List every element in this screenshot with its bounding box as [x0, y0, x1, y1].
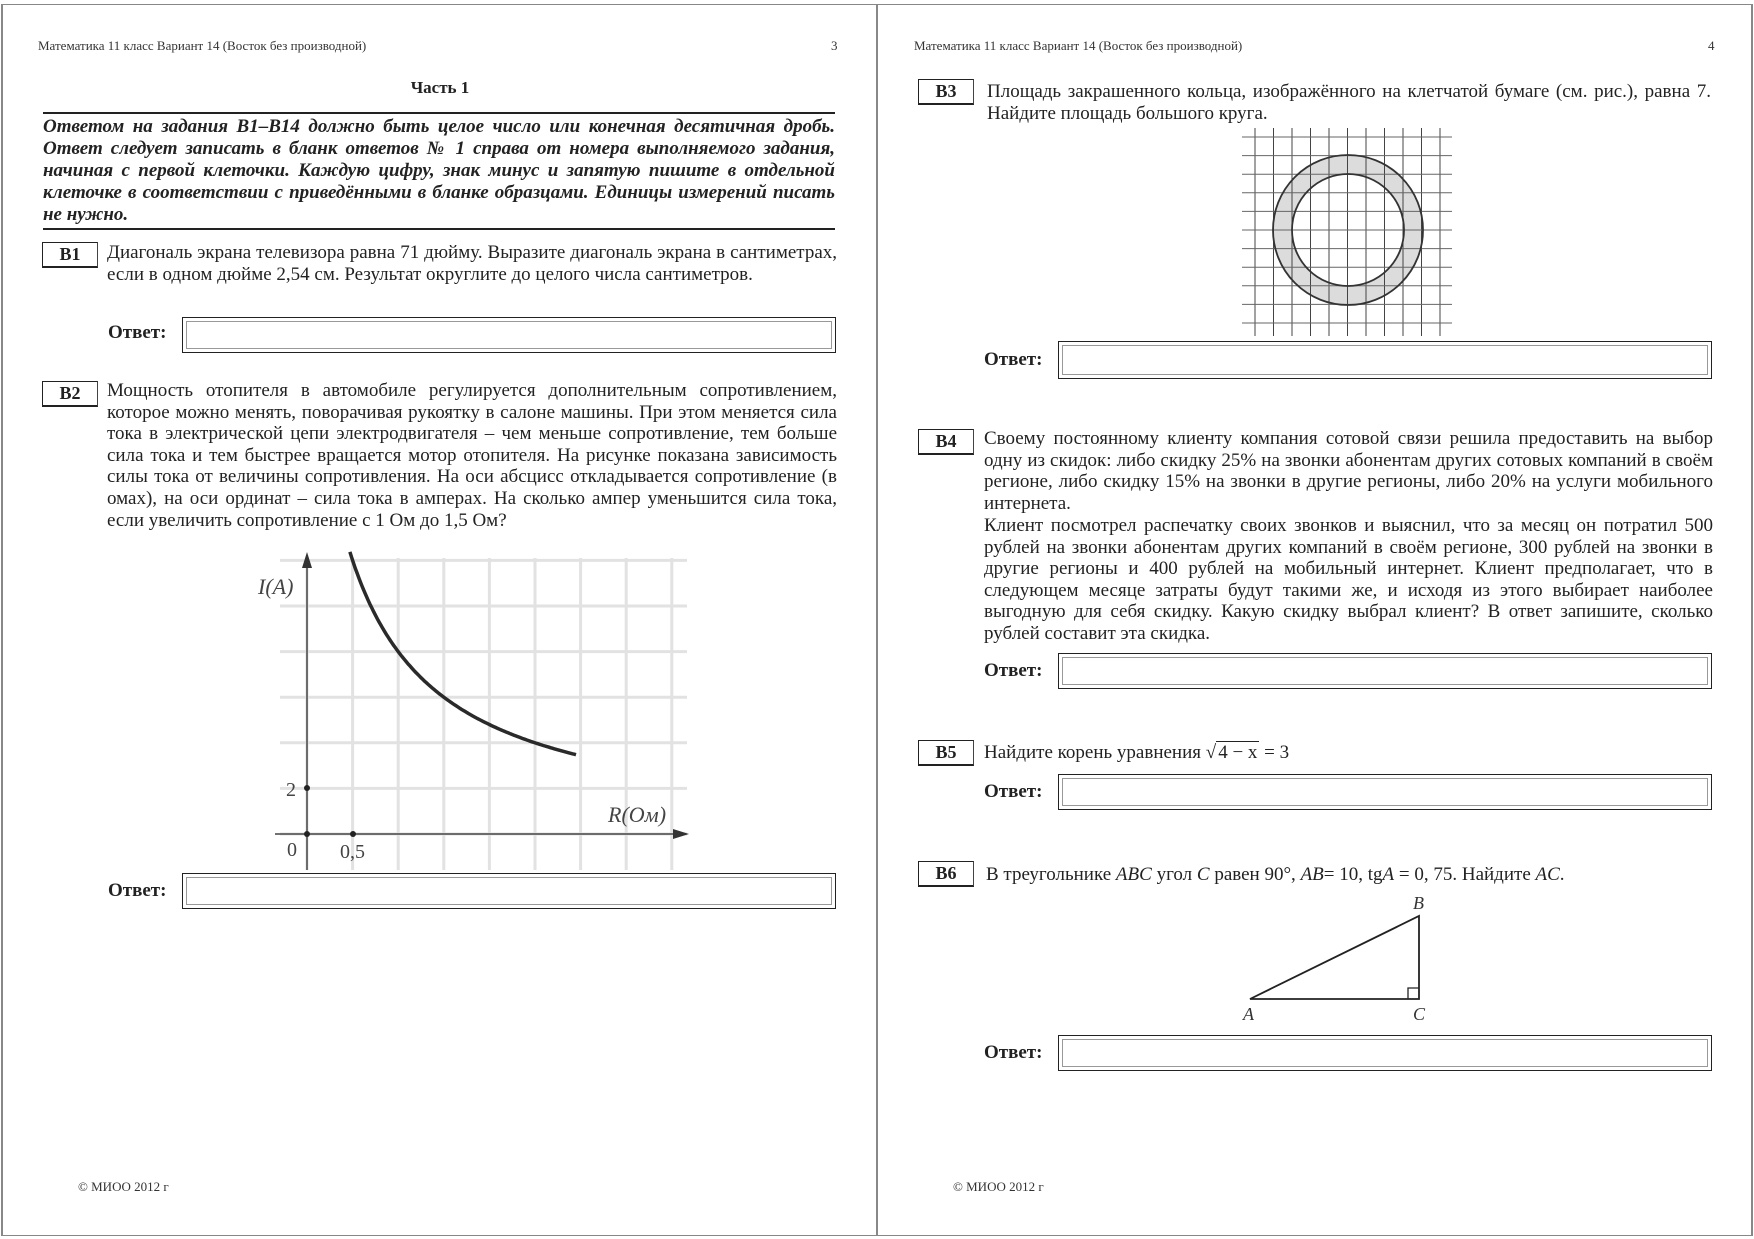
- text: = 0, 75. Найдите: [1398, 864, 1531, 885]
- answer-label: Ответ:: [984, 349, 1043, 370]
- vertex-label-b: B: [1413, 893, 1424, 913]
- x-tick-point: [350, 831, 356, 837]
- answer-label: Ответ:: [108, 880, 167, 901]
- triangle-abc: [1250, 916, 1419, 999]
- vertex-label-a: A: [1243, 1004, 1254, 1024]
- answer-field-b6[interactable]: [1058, 1035, 1712, 1071]
- text: равен 90°,: [1214, 864, 1296, 885]
- y-tick-point: [304, 785, 310, 791]
- answer-label: Ответ:: [984, 781, 1043, 802]
- math: ABC: [1115, 864, 1152, 885]
- page-border-right: [1751, 4, 1753, 1236]
- answer-field-b1[interactable]: [182, 317, 836, 353]
- y-axis-label: I(A): [258, 574, 294, 599]
- task-b6-text: [986, 864, 1565, 886]
- task-b5-prompt: Найдите корень уравнения: [984, 742, 1202, 763]
- task-number-b1: B1: [42, 242, 98, 268]
- origin-label: 0: [287, 839, 297, 861]
- x-axis-arrow: [673, 829, 689, 839]
- sqrt-sign: √: [1205, 742, 1217, 763]
- instruction-text: Ответом на задания B1–B14 должно быть целое число или конечная десятичная дробь. Ответ следует записать в бланк ответов № 1 справа от номера выполняемого задания, начиная с первой клеточки. Каждую цифру, знак минус и запятую пишите в отдельной клеточке в соответствии с приведёнными в бланке образцами. Единицы измерений писать не нужно.: [43, 116, 835, 225]
- task-b5-text: [984, 742, 1289, 764]
- answer-field-b3[interactable]: [1058, 341, 1712, 379]
- triangle-figure: [1230, 890, 1440, 1025]
- math: AC: [1535, 864, 1560, 885]
- task-number-b6: B6: [918, 861, 974, 887]
- answer-label: Ответ:: [984, 660, 1043, 681]
- text: .: [1559, 864, 1565, 885]
- task-b4-text-2: Клиент посмотрел распечатку своих звонков и выяснил, что за месяц он потратил 500 рублей на звонки абонентам других компаний в своём регионе, 300 рублей на звонки в другие регионы и 400 рублей на мобильный интернет. Клиент предполагает, что в следующем месяце затраты будут такими же, и исходя из этого выбирает наиболее выгодную для себя скидку. Какую скидку выбрал клиент? В ответ запишите, сколько рублей составит эта скидка.: [984, 515, 1713, 644]
- answer-label: Ответ:: [984, 1042, 1043, 1063]
- answer-field-b4[interactable]: [1058, 653, 1712, 689]
- divider: [43, 112, 835, 114]
- sqrt-radicand: 4 − x: [1218, 742, 1258, 763]
- answer-field-b5[interactable]: [1058, 774, 1712, 810]
- task-b2-text: Мощность отопителя в автомобиле регулируется дополнительным сопротивлением, которое можно менять, поворачивая рукоятку в салоне машины. При этом меняется сила тока в электрической цепи электродвигателя – чем меньше сопротивление, тем больше сила тока и тем быстрее вращается мотор отопителя. На рисунке показана зависимость силы тока от величины сопротивления. На оси абсцисс откладывается сопротивление (в омах), на оси ординат – сила тока в амперах. На сколько ампер уменьшится сила тока, если увеличить сопротивление с 1 Ом до 1,5 Ом?: [107, 380, 837, 531]
- text: = 10, tg: [1323, 864, 1383, 885]
- y-tick-label: 2: [286, 779, 296, 801]
- task-b3-text: Площадь закрашенного кольца, изображённого на клетчатой бумаге (см. рис.), равна 7. Найдите площадь большого круга.: [987, 81, 1711, 124]
- task-b4-text: Своему постоянному клиенту компания сотовой связи решила предоставить на выбор одну из скидок: либо скидку 25% на звонки абонентам других сотовых компаний в своём регионе, либо скидку 15% на звонки в другие регионы, либо 20% на услуги мобильного интернета.: [984, 428, 1713, 514]
- page-header: Математика 11 класс Вариант 14 (Восток без производной): [38, 38, 367, 53]
- answer-label: Ответ:: [108, 322, 167, 343]
- right-angle-mark: [1408, 988, 1419, 999]
- copyright-footer: © МИОО 2012 г: [78, 1179, 169, 1194]
- page-divider: [876, 4, 878, 1236]
- page-number: 3: [831, 38, 838, 53]
- page-number: 4: [1708, 38, 1715, 53]
- math: AB: [1300, 864, 1324, 885]
- page-border-bottom: [1, 1235, 1753, 1236]
- divider: [43, 228, 835, 230]
- copyright-footer: © МИОО 2012 г: [953, 1179, 1044, 1194]
- task-b1-text: Диагональ экрана телевизора равна 71 дюйму. Выразите диагональ экрана в сантиметрах, если в одном дюйме 2,54 см. Результат округлите до целого числа сантиметров.: [107, 242, 837, 285]
- page-header: Математика 11 класс Вариант 14 (Восток без производной): [914, 38, 1243, 53]
- task-number-b3: B3: [918, 79, 974, 105]
- task-number-b2: B2: [42, 381, 98, 407]
- task-number-b5: B5: [918, 740, 974, 766]
- current-resistance-graph: [240, 540, 700, 880]
- task-number-b4: B4: [918, 429, 974, 455]
- text: угол: [1156, 864, 1193, 885]
- x-tick-label: 0,5: [340, 841, 365, 863]
- math: A: [1382, 864, 1395, 885]
- page-border-left: [1, 4, 3, 1236]
- ring-figure: [1240, 125, 1460, 345]
- page-border-top: [1, 4, 1753, 5]
- current-curve: [350, 552, 576, 755]
- origin-point: [304, 831, 310, 837]
- answer-field-b2[interactable]: [182, 873, 836, 909]
- x-axis-label: R(Ом): [608, 802, 667, 827]
- vertex-label-c: C: [1413, 1004, 1426, 1024]
- math: C: [1196, 864, 1210, 885]
- part-title: Часть 1: [410, 78, 470, 97]
- equation-rhs: = 3: [1264, 742, 1290, 763]
- text: В треугольнике: [986, 864, 1112, 885]
